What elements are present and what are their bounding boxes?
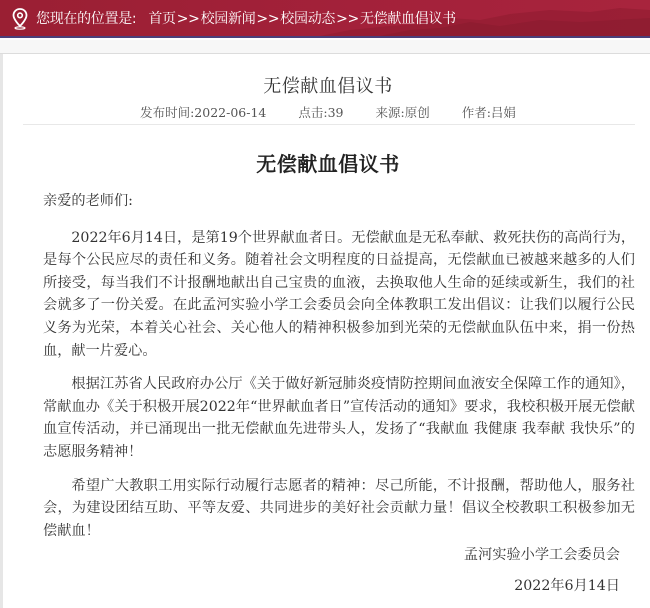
document-heading: 无偿献血倡议书 — [256, 152, 400, 176]
source-label: 来源: — [375, 105, 405, 120]
click-count-label: 点击: — [298, 105, 328, 120]
article-body — [43, 190, 635, 553]
breadcrumb-separator: >> — [256, 11, 280, 27]
paragraph-2: 根据江苏省人民政府办公厅《关于做好新冠肺炎疫情防控期间血液安全保障工作的通知》，常献血办《关于积极开展2022年“世界献血者日”宣传活动的通知》要求，我校积极开展无偿献血宣传活动，并已涌现出一批无偿献血先进带头人，发扬了“我献血 我健康 我奉献 我快乐”的志愿服务精神！ — [43, 376, 635, 460]
location-bar — [0, 0, 650, 38]
paragraph-1: 2022年6月14日，是第19个世界献血者日。无偿献血是无私奉献、救死扶伤的高尚行为，是每个公民应尽的责任和义务。随着社会文明程度的日益提高，无偿献血已被越来越多的人们所接受，每当我们不计报酬地献出自己宝贵的血液，去换取他人生命的延续或新生，我们的社会就多了一份关爱。在此孟河实验小学工会委员会向全体教职工发出倡议：让我们以履行公民义务为光荣，本着关心社会、关心他人的精神积极参加到光荣的无偿献血队伍中来，捐一份热血，献一片爱心。 — [43, 229, 636, 359]
breadcrumb-campus-updates[interactable]: 校园动态 — [280, 11, 336, 27]
author-label: 作者: — [461, 105, 491, 120]
breadcrumb-home[interactable]: 首页 — [148, 11, 176, 27]
publish-time — [140, 105, 266, 120]
location-pin-icon — [12, 8, 28, 30]
publish-time-label: 发布时间: — [140, 105, 195, 120]
article-container — [0, 54, 650, 608]
publish-time-value: 2022-06-14 — [194, 105, 267, 120]
breadcrumb-separator: >> — [336, 11, 359, 27]
signature-date: 2022年6月14日 — [514, 578, 620, 594]
click-count — [298, 105, 343, 120]
breadcrumb-label: 您现在的位置是: — [36, 11, 137, 27]
spacer-band — [0, 40, 650, 54]
breadcrumb-campus-news[interactable]: 校园新闻 — [200, 11, 256, 27]
source — [375, 105, 429, 120]
article-meta — [3, 103, 650, 121]
breadcrumb-current-article[interactable]: 无偿献血倡议书 — [359, 11, 456, 27]
article-title: 无偿献血倡议书 — [263, 76, 393, 97]
meta-divider — [23, 124, 635, 125]
paragraph-3: 希望广大教职工用实际行动履行志愿者的精神：尽己所能，不计报酬，帮助他人，服务社会，为建设团结互助、平等友爱、共同进步的美好社会贡献力量！倡议全校教职工积极参加无偿献血！ — [43, 477, 635, 539]
source-value: 原创 — [404, 105, 430, 120]
breadcrumb — [36, 10, 456, 28]
click-count-value: 39 — [327, 105, 344, 120]
breadcrumb-separator: >> — [176, 11, 200, 27]
signature: 孟河实验小学工会委员会 — [463, 547, 620, 563]
greeting: 亲爱的老师们: — [43, 193, 133, 209]
author-value: 吕娟 — [490, 105, 516, 120]
author — [462, 105, 516, 120]
